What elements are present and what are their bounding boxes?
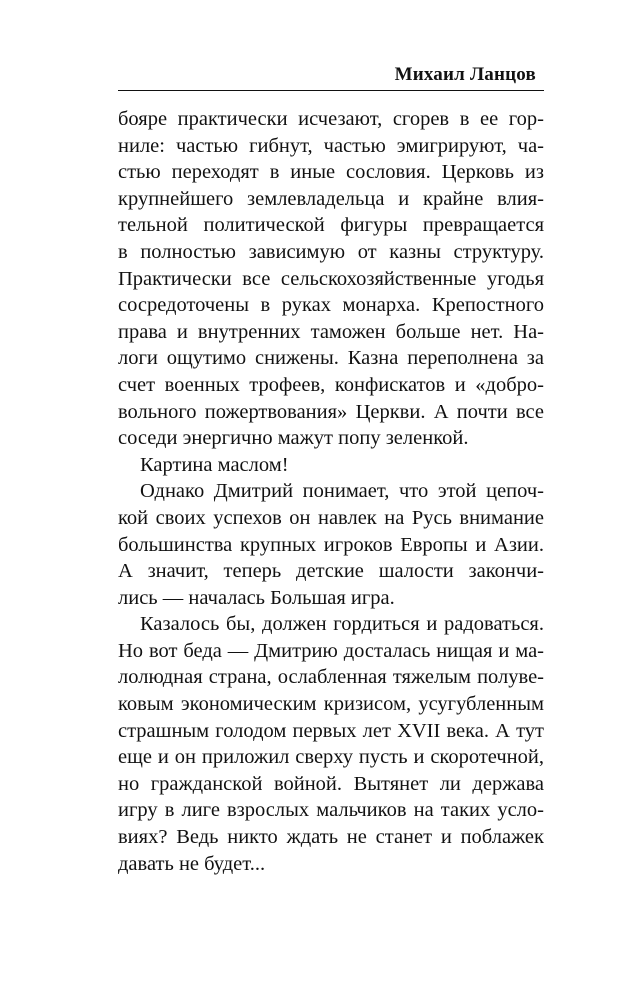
text-line: но гражданской войной. Вытянет ли держава	[118, 772, 544, 795]
text-line: еще и он приложил сверху пусть и скоротечной,	[118, 746, 544, 769]
text-line: крупнейшего землевладельца и крайне влия-	[118, 187, 544, 210]
text-line: кой своих успехов он навлек на Русь внимание	[118, 506, 544, 529]
text-line: соседи энергично мажут попу зеленкой.	[118, 427, 469, 450]
paragraph	[118, 611, 544, 877]
text-line: вольного пожертвования» Церкви. А почти все	[118, 400, 544, 423]
text-line: давать не будет...	[118, 852, 266, 875]
body-text	[118, 106, 544, 877]
text-line: виях? Ведь никто ждать не станет и поблажек	[118, 826, 544, 849]
text-line: А значит, теперь детские шалости закончи-	[118, 560, 544, 583]
text-line: Казалось бы, должен гордиться и радоваться.	[140, 613, 544, 636]
text-line: в полностью зависимую от казны структуру.	[118, 240, 544, 263]
text-line: ниле: частью гибнут, частью эмигрируют, ча-	[118, 134, 544, 157]
text-line: Картина маслом!	[140, 453, 289, 476]
page-header	[118, 62, 544, 91]
text-line: права и внутренних таможен больше нет. На-	[118, 320, 544, 343]
text-line: игру в лиге взрослых мальчиков на таких усло-	[118, 799, 544, 822]
text-line: страшным голодом первых лет XVII века. А тут	[118, 719, 544, 742]
text-line: стью переходят в иные сословия. Церковь из	[118, 161, 544, 184]
text-line: ковым экономическим кризисом, усугубленным	[118, 693, 544, 716]
text-line: сосредоточены в руках монарха. Крепостного	[118, 294, 544, 317]
text-line: лись — началась Большая игра.	[118, 586, 395, 609]
text-line: Практически все сельскохозяйственные угодья	[118, 267, 544, 290]
text-line: бояре практически исчезают, сгорев в ее гор-	[118, 108, 544, 130]
text-line: лолюдная страна, ослабленная тяжелым полуве-	[118, 666, 544, 689]
text-line: Но вот беда — Дмитрию досталась нищая и ма-	[118, 639, 544, 662]
text-line: счет военных трофеев, конфискатов и «добро-	[118, 373, 544, 396]
text-line: Однако Дмитрий понимает, что этой цепоч-	[140, 480, 544, 503]
running-title: Михаил Ланцов	[394, 64, 536, 85]
text-line: большинства крупных игроков Европы и Азии.	[118, 533, 544, 556]
paragraph	[118, 452, 544, 479]
paragraph	[118, 106, 544, 452]
text-line: тельной политической фигуры превращается	[118, 214, 544, 237]
paragraph	[118, 478, 544, 611]
text-line: логи ощутимо снижены. Казна переполнена за	[118, 347, 544, 370]
